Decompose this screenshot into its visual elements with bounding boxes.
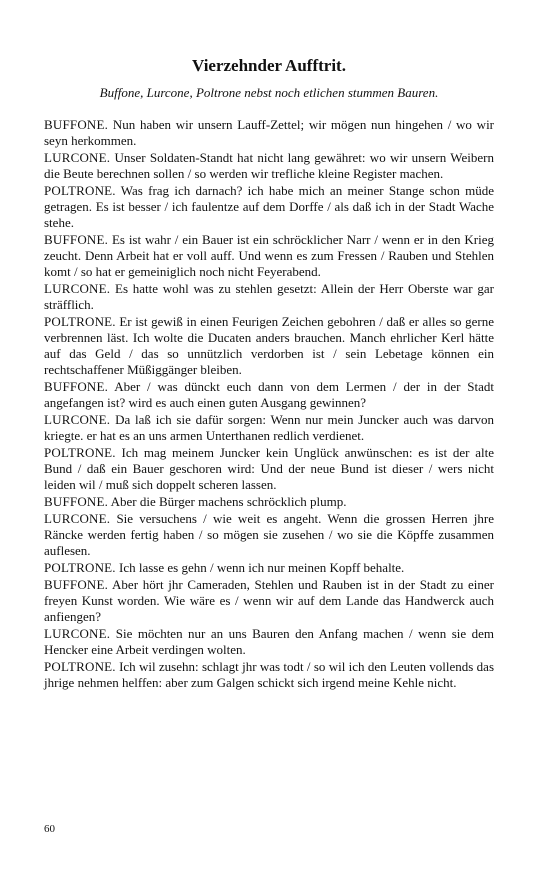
dialogue-line bbox=[44, 412, 494, 444]
speaker-name: LURCONE. bbox=[44, 150, 111, 165]
speaker-name: BUFFONE. bbox=[44, 232, 109, 247]
spoken-text: Sie versuchens / wie weit es angeht. Wenn die grossen Herren jhre Räncke werden fertig haben / so mögen sie zusehen / wo sie die Köpffe zusammen auflesen. bbox=[44, 511, 494, 558]
spoken-text: Ich wil zusehn: schlagt jhr was todt / so wil ich den Leuten vollends das jhrige nehmen helffen: aber zum Galgen schickt sich irgend meine Kehle nicht. bbox=[44, 659, 495, 690]
dialogue-body bbox=[44, 117, 494, 691]
dialogue-line bbox=[44, 577, 494, 625]
spoken-text: Nun haben wir unsern Lauff-Zettel; wir mögen nun hingehen / wo wir seyn herkommen. bbox=[44, 117, 495, 148]
page-number: 60 bbox=[44, 823, 55, 835]
spoken-text: Sie möchten nur an uns Bauren den Anfang machen / wenn sie dem Hencker eine Arbeit verdingen wolten. bbox=[44, 626, 495, 657]
dialogue-line bbox=[44, 560, 494, 576]
speaker-name: LURCONE. bbox=[44, 412, 111, 427]
spoken-text: Er ist gewiß in einen Feurigen Zeichen gebohren / daß er alles so gerne verbrennen läst. Ich wolte die Ducaten anders brauchen. Manch ehrlicher Kerl hätte auf das Geld / das so unnützlich verdorben ist / sein Lebetage können ein rechtschaffener Müßiggänger bleiben. bbox=[44, 314, 494, 377]
spoken-text: Aber die Bürger machens schröcklich plump. bbox=[110, 494, 347, 509]
dialogue-line bbox=[44, 659, 494, 691]
speaker-name: POLTRONE. bbox=[44, 183, 116, 198]
dialogue-line bbox=[44, 494, 494, 510]
speaker-name: POLTRONE. bbox=[44, 560, 116, 575]
speaker-name: LURCONE. bbox=[44, 511, 111, 526]
speaker-name: POLTRONE. bbox=[44, 445, 116, 460]
speaker-name: BUFFONE. bbox=[44, 577, 109, 592]
speaker-name: LURCONE. bbox=[44, 626, 111, 641]
dialogue-line bbox=[44, 445, 494, 493]
speaker-name: BUFFONE. bbox=[44, 494, 109, 509]
spoken-text: Da laß ich sie dafür sorgen: Wenn nur mein Juncker auch was darvon kriegte. er hat es an uns armen Unterthanen redlich verdienet. bbox=[44, 412, 494, 443]
dialogue-line bbox=[44, 511, 494, 559]
speaker-name: BUFFONE. bbox=[44, 379, 109, 394]
speaker-name: LURCONE. bbox=[44, 281, 111, 296]
spoken-text: Aber hört jhr Cameraden, Stehlen und Rauben ist in der Stadt zu einer freyen Kunst worden. Wie wäre es / wenn wir auf dem Lande das Handwerck auch anfiengen? bbox=[44, 577, 494, 624]
spoken-text: Ich lasse es gehn / wenn ich nur meinen Kopff behalte. bbox=[119, 560, 405, 575]
spoken-text: Es hatte wohl was zu stehlen gesetzt: Allein der Herr Oberste war gar sträfflich. bbox=[44, 281, 494, 312]
dialogue-line bbox=[44, 232, 494, 280]
scene-cast-list: Buffone, Lurcone, Poltrone nebst noch etlichen stummen Bauren. bbox=[99, 85, 439, 100]
dialogue-line bbox=[44, 626, 494, 658]
speaker-name: BUFFONE. bbox=[44, 117, 109, 132]
dialogue-line bbox=[44, 379, 494, 411]
speaker-name: POLTRONE. bbox=[44, 659, 116, 674]
speaker-name: POLTRONE. bbox=[44, 314, 116, 329]
spoken-text: Es ist wahr / ein Bauer ist ein schröcklicher Narr / wenn er in den Krieg zeucht. Denn Arbeit hat er voll auff. Und wenn es zum Fressen / Rauben und Stehlen komt / so hat er gemeiniglich noch nicht Feyerabend. bbox=[44, 232, 494, 279]
dialogue-line bbox=[44, 314, 494, 378]
dialogue-line bbox=[44, 183, 494, 231]
dialogue-line bbox=[44, 117, 494, 149]
spoken-text: Was frag ich darnach? ich habe mich an meiner Stange schon müde getragen. Es ist besser / ich faulentze auf dem Dorffe / als daß ich in der Stadt Wache stehe. bbox=[44, 183, 494, 230]
dialogue-line bbox=[44, 281, 494, 313]
scene-title: Vierzehnder Aufftrit. bbox=[192, 56, 346, 75]
spoken-text: Ich mag meinem Juncker kein Unglück anwünschen: es ist der alte Bund / daß ein Bauer geschoren wird: Und der neue Bund ist dieser / wers nicht leiden wil / muß sich doppelt scheren lassen. bbox=[44, 445, 495, 492]
dialogue-line bbox=[44, 150, 494, 182]
spoken-text: Unser Soldaten-Standt hat nicht lang gewähret: wo wir unsern Weibern die Beute berechnen sollen / so werden wir trefliche kleine Register machen. bbox=[44, 150, 495, 181]
spoken-text: Aber / was dünckt euch dann von dem Lermen / der in der Stadt angefangen ist? wird es auch einen guten Ausgang gewinnen? bbox=[44, 379, 494, 410]
